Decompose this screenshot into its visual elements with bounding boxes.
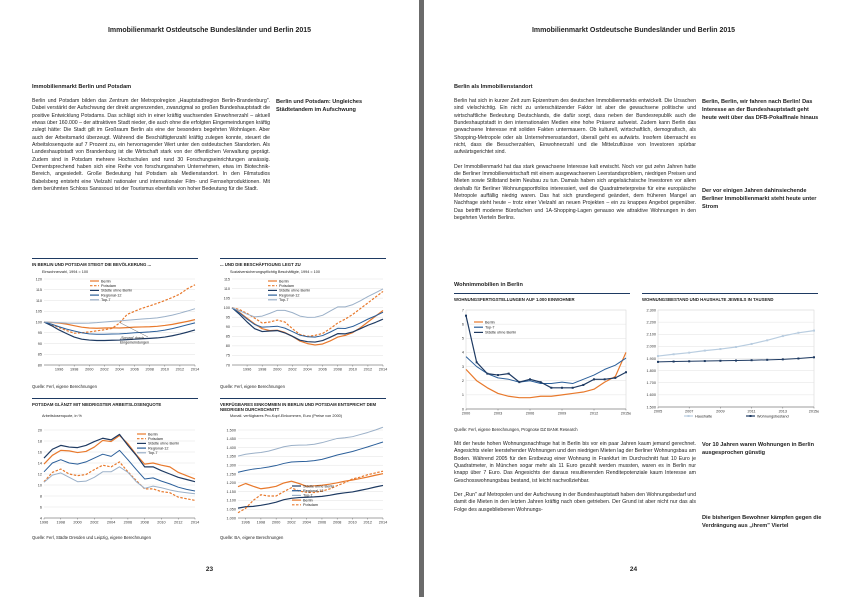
chart-rule xyxy=(642,293,818,294)
x-tick-label: 2010 xyxy=(160,367,170,372)
y-tick-label: 1.800 xyxy=(646,368,656,373)
y-tick-label: 95 xyxy=(37,331,42,336)
series-point xyxy=(604,378,606,380)
page-right xyxy=(424,0,843,597)
x-tick-label: 2005 xyxy=(653,409,663,414)
running-header: Immobilienmarkt Ostdeutsche Bundesländer und Berlin 2015 xyxy=(107,27,312,34)
series-point xyxy=(735,360,737,362)
chart-unemployment xyxy=(32,420,198,530)
y-tick-label: 110 xyxy=(35,298,42,303)
y-tick-label: 1.500 xyxy=(646,405,656,410)
y-tick-label: 1.000 xyxy=(226,516,236,521)
series-point xyxy=(593,378,595,380)
x-tick-label: 1998 xyxy=(69,367,79,372)
legend-label: Top-7 xyxy=(485,325,495,330)
series-point xyxy=(657,355,659,357)
legend-label: Berlin xyxy=(303,498,313,503)
chart-rule xyxy=(32,398,198,399)
y-tick-label: 14 xyxy=(37,461,42,466)
chart-subtitle: Einwohnerzahl, 1994 = 100 xyxy=(42,270,89,274)
body-text xyxy=(454,441,696,521)
x-tick-label: 2002 xyxy=(287,520,296,525)
series-point xyxy=(688,352,690,354)
page-left xyxy=(0,0,419,597)
annotation-arrow xyxy=(120,322,149,337)
x-tick-label: 2012 xyxy=(589,411,599,416)
x-tick-label: 2002 xyxy=(100,367,109,372)
chart-income xyxy=(220,420,386,530)
side-note: Der vor einigen Jahren dahinsiechende Berliner Immobilienmarkt steht heute unter Strom xyxy=(702,188,817,210)
x-tick-label: 2000 xyxy=(273,367,282,372)
y-tick-label: 100 xyxy=(35,320,42,325)
running-header: Immobilienmarkt Ostdeutsche Bundesländer und Berlin 2015 xyxy=(531,27,736,34)
series-point xyxy=(508,373,510,375)
series-point xyxy=(582,384,584,386)
y-tick-label: 1.600 xyxy=(646,393,656,398)
series-point xyxy=(688,360,690,362)
x-tick-label: 2006 xyxy=(130,367,139,372)
y-tick-label: 1.050 xyxy=(226,507,236,512)
y-tick-label: 2.100 xyxy=(646,332,656,337)
chart-subtitle: Monatl. verfügbares Pro-Kopf-Einkommen, Euro (Preise von 2000) xyxy=(230,414,343,418)
y-tick-label: 85 xyxy=(225,334,230,339)
chart-title: IN BERLIN UND POTSDAM STEIGT DIE BEVÖLKERUNG ... xyxy=(32,262,152,267)
series-point xyxy=(766,359,768,361)
x-tick-label: 1996 xyxy=(39,520,49,525)
legend-label: Städte ohne Berlin xyxy=(279,288,311,293)
legend-label: Städte ohne Berlin xyxy=(148,441,180,446)
series-point xyxy=(735,346,737,348)
series-line xyxy=(232,308,383,337)
x-tick-label: 2015e xyxy=(620,411,632,416)
y-tick-label: 20 xyxy=(37,428,42,433)
series-point xyxy=(625,371,627,373)
series-point xyxy=(465,315,467,317)
y-tick-label: 1.450 xyxy=(226,437,236,442)
y-tick-label: 1.300 xyxy=(226,463,236,468)
x-tick-label: 2009 xyxy=(557,411,567,416)
series-point xyxy=(797,332,799,334)
x-tick-label: 2007 xyxy=(684,409,694,414)
y-tick-label: 12 xyxy=(37,472,42,477)
series-point xyxy=(486,373,488,375)
y-tick-label: 3 xyxy=(461,364,464,369)
y-tick-label: 110 xyxy=(223,286,230,291)
chart-title: ... UND DIE BESCHÄFTIGUNG LEGT ZU xyxy=(220,262,301,267)
y-tick-label: 80 xyxy=(37,363,42,368)
legend-label: Berlin xyxy=(101,279,111,284)
paragraph: Der „Run" auf Metropolen und der Aufschwung in der Bundeshauptstadt haben den Wohnungsbedarf und damit die Mieten in den letzten Jahren kräftig nach oben getrieben. Der Grund ist aber nicht nur das als Folge des ausgebliebenen Wohnungs- xyxy=(454,492,696,513)
y-tick-label: 1.250 xyxy=(226,472,236,477)
x-tick-label: 2000 xyxy=(73,520,82,525)
paragraph: Mit der heute hohen Wohnungsnachfrage hat in Berlin bis vor ein paar Jahren kaum jemand gerechnet. Angesichts vieler leerstehender Wohnungen und den niedrigen Mieten lag der Berliner Wohnungsbau am Boden. Während 2005 für den Erstbezug einer Wohnung in Frankfurt im Durchschnitt fast 10 Euro je Quadratmeter, in München sogar mehr als 11 Euro gezahlt werden mussten, waren es in Berlin nur knapp über 7 Euro. Das Angesichts der daraus resultierenden Renditepotenziale kaum Interesse am Geschosswohnungsbau bestand, ist leicht nachvollziehbar. xyxy=(454,441,696,484)
y-tick-label: 1.350 xyxy=(226,454,236,459)
y-tick-label: 1.500 xyxy=(226,428,236,433)
x-tick-label: 2008 xyxy=(145,367,154,372)
legend-label: Potsdam xyxy=(303,503,318,508)
y-tick-label: 2 xyxy=(461,379,464,384)
series-point xyxy=(782,358,784,360)
chart-source: Quelle: Ferl, eigene Berechnungen xyxy=(220,384,285,389)
y-tick-label: 80 xyxy=(225,344,230,349)
legend-label: Städte ohne Berlin xyxy=(303,484,335,489)
series-point xyxy=(550,387,552,389)
series-line xyxy=(44,309,195,324)
x-tick-label: 2004 xyxy=(106,520,116,525)
y-tick-label: 1.900 xyxy=(646,356,656,361)
x-tick-label: 2013 xyxy=(778,409,788,414)
x-tick-label: 1996 xyxy=(241,520,250,525)
annotation: „Sprung" durch xyxy=(120,336,145,340)
y-tick-label: 10 xyxy=(37,483,42,488)
chart-rule xyxy=(220,258,386,259)
y-tick-label: 105 xyxy=(35,309,42,314)
paragraph: Der Immobilienmarkt hat das stark gewachsene Interesse kalt erwischt. Noch vor gut zehn Jahren hatte die Berliner Immobilienwirtschaft mit einem ausgewachsenen Leerstandsproblem, niedrigen Preisen und Mieten sowie Stillstand beim Neubau zu tun. Damals haben sich angelsächsische Investoren vor allem deshalb für Berliner Wohnungsportfolios interessiert, weil die Quadratmeterpreise für eine europäische Metropole auffällig niedrig waren. Das hat sich grundlegend geändert, dem früheren Mangel an Nachfrage steht heute – trotz einer Vielzahl an neuen Projekten – ein zu knappes Angebot gegenüber. Das betrifft moderne Bürofachen und 1A-Shopping-Lagen genauso wie attraktive Wohnungen in den begehrten Vierteln Berlins. xyxy=(454,163,696,222)
side-note: Die bisherigen Bewohner kämpfen gegen die Verdrängung aus „ihrem" Viertel xyxy=(702,515,822,529)
x-tick-label: 2012 xyxy=(363,367,373,372)
y-tick-label: 90 xyxy=(225,325,230,330)
x-tick-label: 2004 xyxy=(302,520,311,525)
series-point xyxy=(529,378,531,380)
series-line xyxy=(44,462,195,501)
legend-label: Regional-12 xyxy=(303,489,324,493)
series-point xyxy=(704,350,706,352)
x-tick-label: 2004 xyxy=(115,367,124,372)
y-tick-label: 1.100 xyxy=(226,498,236,503)
chart-rule xyxy=(32,258,198,259)
body-text xyxy=(32,98,270,200)
y-tick-label: 1.200 xyxy=(226,481,236,486)
chart-title: WOHNUNGSFERTIGSTELLUNGEN AUF 1.000 EINWOHNER xyxy=(454,297,575,302)
chart-housing-stock xyxy=(642,306,818,421)
y-tick-label: 2.300 xyxy=(646,308,656,313)
legend-label: Potsdam xyxy=(279,284,294,288)
x-tick-label: 2012 xyxy=(363,520,372,525)
x-tick-label: 2014 xyxy=(378,367,388,372)
legend-label: Berlin xyxy=(148,432,158,437)
y-tick-label: 1.700 xyxy=(646,381,656,386)
legend-label: Städte ohne Berlin xyxy=(485,330,517,335)
chart-employment xyxy=(220,275,386,375)
x-tick-label: 2012 xyxy=(173,520,183,525)
chart-source: Quelle: BA, eigene Berechnungen xyxy=(220,535,284,540)
series-point xyxy=(572,387,574,389)
legend-label: Potsdam xyxy=(101,284,116,288)
y-tick-label: 115 xyxy=(35,288,42,293)
series-point xyxy=(673,361,675,363)
y-tick-label: 2.200 xyxy=(646,320,656,325)
x-tick-label: 1998 xyxy=(256,520,266,525)
series-point xyxy=(782,335,784,337)
x-tick-label: 1998 xyxy=(56,520,66,525)
legend-label: Top-7 xyxy=(279,298,289,303)
series-point xyxy=(561,387,563,389)
y-tick-label: 16 xyxy=(37,450,42,455)
x-tick-label: 1996 xyxy=(54,367,64,372)
series-point xyxy=(719,360,721,362)
side-note: Berlin und Potsdam: Ungleiches Städtetandem im Aufschwung xyxy=(276,99,363,113)
x-tick-label: 2000 xyxy=(271,520,281,525)
x-tick-label: 2006 xyxy=(123,520,133,525)
y-tick-label: 90 xyxy=(37,341,42,346)
y-tick-label: 8 xyxy=(39,494,42,499)
chart-source: Quelle: Ferl, eigene Berechnungen, Prognose DZ BANK Research xyxy=(454,427,578,432)
y-tick-label: 6 xyxy=(39,505,42,510)
side-note: Vor 10 Jahren waren Wohnungen in Berlin ausgesprochen günstig xyxy=(702,442,814,456)
series-line xyxy=(232,308,383,345)
x-tick-label: 2008 xyxy=(333,367,342,372)
y-tick-label: 1.400 xyxy=(226,445,236,450)
legend-label: Top-7 xyxy=(303,493,313,498)
series-point xyxy=(673,353,675,355)
chart-subtitle: Arbeitslosenquote, in % xyxy=(42,414,82,418)
x-tick-label: 2008 xyxy=(332,520,342,525)
y-tick-label: 1 xyxy=(461,393,464,398)
x-tick-label: 1998 xyxy=(257,367,267,372)
side-note: Berlin, Berlin, wir fahren nach Berlin! Das Interesse an der Bundeshauptstadt geht heute weit über das DFB-Pokalfinale hinaus xyxy=(702,99,819,121)
legend-label: Haushalte xyxy=(695,414,713,419)
series-point xyxy=(476,361,478,363)
x-tick-label: 1996 xyxy=(242,367,252,372)
legend-label: Regional-12 xyxy=(148,446,169,451)
page-number: 23 xyxy=(205,566,214,573)
legend-label: Berlin xyxy=(485,320,495,325)
x-tick-label: 2006 xyxy=(525,411,535,416)
legend-label: Regional-12 xyxy=(279,293,300,298)
x-tick-label: 2014 xyxy=(378,520,388,525)
chart-title: POTSDAM GLÄNZT MIT NIEDRIGSTER ARBEITSLOSENQUOTE xyxy=(32,402,162,407)
x-tick-label: 2000 xyxy=(85,367,94,372)
chart-title: VERFÜGBARES EINKOMMEN IN BERLIN UND POTSDAM ENTSPRICHT DEM NIEDRIGEN DURCHSCHNITT xyxy=(220,402,377,413)
y-tick-label: 115 xyxy=(223,277,230,282)
y-tick-label: 120 xyxy=(35,277,42,282)
y-tick-label: 85 xyxy=(37,352,42,357)
chart-title: WOHNUNGSBESTAND UND HAUSHALTE JEWEILS IN TAUSEND xyxy=(642,297,774,302)
legend-label: Top-7 xyxy=(148,451,158,456)
chart-source: Quelle: Ferl, eigene Berechnungen xyxy=(32,384,97,389)
x-tick-label: 2004 xyxy=(303,367,312,372)
y-tick-label: 1.150 xyxy=(226,489,236,494)
x-tick-label: 2006 xyxy=(317,520,327,525)
legend-label: Potsdam xyxy=(148,437,163,441)
series-point xyxy=(751,343,753,345)
x-tick-label: 2002 xyxy=(288,367,297,372)
section-heading: Immobilienmarkt Berlin und Potsdam xyxy=(32,84,132,90)
y-tick-label: 75 xyxy=(225,353,230,358)
x-tick-label: 2010 xyxy=(348,367,358,372)
legend-label: Top-7 xyxy=(101,298,111,303)
legend-label: Regional-12 xyxy=(101,293,122,298)
x-tick-label: 2000 xyxy=(461,411,471,416)
y-tick-label: 5 xyxy=(461,336,464,341)
x-tick-label: 2014 xyxy=(190,520,200,525)
x-tick-label: 2009 xyxy=(716,409,725,414)
series-point xyxy=(813,330,815,332)
annotation: Eingemeindungen xyxy=(120,340,149,345)
series-point xyxy=(518,381,520,383)
section-heading: Wohnimmobilien in Berlin xyxy=(454,282,523,288)
series-point xyxy=(540,381,542,383)
x-tick-label: 2006 xyxy=(318,367,327,372)
legend-label: Städte ohne Berlin xyxy=(101,288,133,293)
legend-label: Wohnungsbestand xyxy=(757,414,789,419)
y-tick-label: 105 xyxy=(223,296,230,301)
series-point xyxy=(813,356,815,358)
legend-marker xyxy=(750,415,752,417)
x-tick-label: 2008 xyxy=(140,520,149,525)
y-tick-label: 18 xyxy=(37,439,42,444)
series-point xyxy=(797,358,799,360)
x-tick-label: 2014 xyxy=(190,367,200,372)
body-text xyxy=(454,98,696,230)
chart-rule xyxy=(220,398,386,399)
y-tick-label: 4 xyxy=(39,516,42,521)
x-tick-label: 2011 xyxy=(747,409,756,414)
series-line xyxy=(44,467,195,494)
x-tick-label: 2003 xyxy=(493,411,503,416)
series-point xyxy=(719,348,721,350)
y-tick-label: 2.000 xyxy=(646,344,656,349)
legend-label: Berlin xyxy=(279,279,289,284)
legend-marker xyxy=(688,415,690,417)
x-tick-label: 2012 xyxy=(175,367,185,372)
y-tick-label: 100 xyxy=(223,305,230,310)
y-tick-label: 4 xyxy=(461,350,464,355)
y-tick-label: 7 xyxy=(461,308,464,313)
y-tick-label: 6 xyxy=(461,322,464,327)
section-heading: Berlin als Immobilienstandort xyxy=(454,84,533,90)
paragraph: Berlin und Potsdam bilden das Zentrum der Metropolregion „Hauptstadtregion Berlin-Brandenburg". Dabei verstärkt der Aufschwung der direkt angrenzenden, zwanzigmal so großen Bundeshauptstadt die positive Entwicklung Potsdams. Das schlägt sich in einer kräftig wachsenden Einwohnerzahl – aktuell etwas über 160.000 – der attraktiven Stadt nieder, die auch ohne die erfolgten Eingemeindungen kräftig zulegt hätte: Die Stadt gilt im Großraum Berlin als eine der besonders begehrten Wohnlagen. Aber auch der Arbeitsmarkt überzeugt. Während die Beschäftigtenzahl kräftig zulegen konnte, steuert die Arbeitslosenquote auf 7 Prozent zu, ein hervorragender Wert unter den ostdeutschen Standorten. Als Landeshauptstadt von Brandenburg ist die Wirtschaft stark von der öffentlichen Verwaltung geprägt. Zudem sind in Potsdam mehrere Hochschulen und rund 30 Forschungseinrichtungen ansässig. Dementsprechend haben sich eine Reihe von forschungsnahen Unternehmen, etwa im Biotechnik-Bereich, angesiedelt. Große Bedeutung hat Potsdam als Medienstandort. In den Filmstudios Babelsberg entsteht eine Vielzahl nationaler und internationaler Film- und Fernsehproduktionen. Mit dem berühmten Schloss Sanssouci ist der Tourismus ebenfalls von hoher Bedeutung für die Stadt. xyxy=(32,98,270,193)
y-tick-label: 95 xyxy=(225,315,230,320)
page-number: 24 xyxy=(629,566,638,573)
x-tick-label: 2002 xyxy=(90,520,99,525)
chart-rule xyxy=(454,293,630,294)
series-line xyxy=(238,427,383,456)
x-tick-label: 2015e xyxy=(808,409,820,414)
series-line xyxy=(232,289,383,317)
series-point xyxy=(497,374,499,376)
x-tick-label: 2010 xyxy=(157,520,166,525)
y-tick-label: 70 xyxy=(225,363,230,368)
series-line xyxy=(238,442,383,472)
chart-completions xyxy=(454,306,630,421)
series-point xyxy=(704,360,706,362)
series-point xyxy=(766,339,768,341)
x-tick-label: 2010 xyxy=(348,520,357,525)
paragraph: Berlin hat sich in kurzer Zeit zum Epizentrum des deutschen Immobilienmarkts entwickelt. Die Ursachen sind vielschichtig. Ein nicht zu unterschätzender Faktor ist aber die gewachsene politische und wirtschaftliche Bedeutung Deutschlands, die dafür sorgt, dass neben der Bundesrepublik auch die Bundeshauptstadt in den internationalen Medien eine hohe Präsenz aufweist. Zudem kann Berlin das gewachsene Interesse mit soliden Fakten untermauern. Ob kulturell, wirtschaftlich, demografisch, als Shopping-Metropole oder als Unternehmensstandort, überall geht es aufwärts. Insofern überrascht es nicht, dass die Besucherzahlen, Einwohnerzahl und die Mittelzuflüsse von Investoren spürbar aufwärtsgerichtet sind. xyxy=(454,98,696,156)
series-point xyxy=(614,377,616,379)
series-point xyxy=(751,359,753,361)
chart-source: Quelle: Ferl, Städte Dresden und Leipzig, eigene Berechnungen xyxy=(32,535,151,540)
y-tick-label: 0 xyxy=(461,407,464,412)
chart-population xyxy=(32,275,198,375)
chart-subtitle: Sozialversicherungspflichtig Beschäftigte, 1994 = 100 xyxy=(230,270,321,274)
series-point xyxy=(657,361,659,363)
